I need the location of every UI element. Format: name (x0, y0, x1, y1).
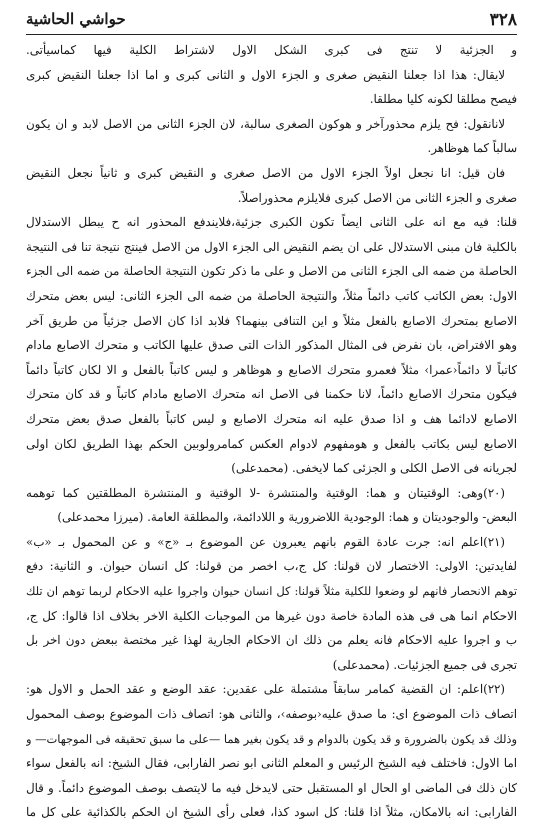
text-line: البعض- والوجوديتان و هما: الوجودية اللاضرورية و اللادائمة، والمطلقة العامة. (ميرزا محمدعلى) (57, 510, 517, 525)
text-line: كان ذلك فى الماضى او الحال او المستقبل حتى لايدخل فيه ما لايتصف بوصف الموضوع دائماً. و قال (26, 780, 517, 795)
footnote-20: (٢٠)وهى: الوقتيتان و هما: الوقتية والمنتشرة -لا الوقتية و المنتشرة المطلقتين كما توهمه (26, 485, 505, 500)
text-line: تجرى فى جميع الجزئيات. (محمدعلى) (332, 657, 517, 672)
text-line: الاصابع بمتحرك الاصابع بالفعل مثلاً و اين التنافى بينهما؟ فلابد اذا كان الاصل جزئياً من طريق آخر (26, 313, 517, 328)
page-number: ٣٢٨ (489, 10, 517, 30)
page-body (26, 38, 517, 825)
text-line: الاصابع لادائما هف و اذا صدق عليه انه متحرك الاصابع و ليس كاتباً بالفعل صدق بعض متحرك (26, 411, 517, 426)
text-line: وذلك قد يكون بالضرورة و قد يكون بالدوام و قد يكون بغير هما —على ما سبق تحقيقه فى الموجهات— و (26, 731, 517, 746)
text-line: اتصاف ذات الموضوع اى: ما صدق عليه‹بوصفه›، والثانى هو: اتصاف ذات الموضوع بوصف المحمول (26, 707, 517, 722)
text-line: وهو الافتراض، بان نفرض فى المثال المذكور الذات التى صدق عليها الكاتب و متحرك الاصابع مادام (26, 338, 517, 353)
text-line: الاحكام انما هى فى هذه المادة خاصة دون غيرها من الموجبات الكلية الاخر بخلاف اذا قالوا: كل ج، (26, 608, 517, 623)
text-line: كاتباً لا دائماً‹عمرا› مثلاً فعمرو متحرك الاصابع و هوظاهر و ليس كاتباً بالفعل و الا لكان كاتباً دائماً (26, 362, 517, 377)
text-line: لانانقول: فح يلزم محذورآخر و هوكون الصغرى سالبة، لان الجزء الثانى من الاصل لابد و ان يكون (26, 116, 505, 131)
page-header (26, 8, 517, 35)
text-line: ب و اجروا عليه الاحكام فانه يعلم من ذلك ان الاحكام الجارية لهذا غير مختصة ببعض دون اخر بل (26, 633, 517, 648)
text-line: سالباً كما هوظاهر. (427, 141, 517, 156)
text-line: فيكون متحرك الاصابع دائماً، لانا حكمنا فى الاصل انه متحرك الاصابع مادام كاتباً و قد كان متحرك (26, 387, 517, 402)
text-line: فيصح مطلقا لكونه كليا مطلقا. (369, 92, 517, 107)
text-line: توهم الانحصار فانهم لو وضعوا للكلية مثلاً قولنا: كل انسان حيوان واجروا عليه الاحكام لربما توهم ان تلك (26, 584, 517, 599)
text-line: لجريانه فى الاصل الكلى و الجزئى كما لايخفى. (محمدعلى) (231, 461, 517, 476)
running-title: حواشي الحاشية (26, 10, 126, 28)
text-line: بالكلية فان مبنى الاستدلال على ان يضم النقيض الى الجزء الاول من الاصل فينتج نتيجة تنا فى النتيجة (26, 239, 517, 254)
text-line: الحاصلة من ضمه الى الجزء الثانى من الاصل و على ما ذكر تكون النتيجة الحاصلة من ضمه الى الجزء (26, 264, 517, 279)
text-line: لايقال: هذا اذا جعلنا النقيض صغرى و الجزء الاول و الثانى كبرى و اما اذا جعلنا النقيض كبرى (26, 67, 505, 82)
text-line: صغرى و الجزء الثانى من الاصل كبرى فلايلزم محذوراصلاً. (237, 190, 517, 205)
footnote-22: (٢٢)اعلم: ان القضية كمامر سابقاً مشتملة على عقدين: عقد الوضع و عقد الحمل و الاول هو: (26, 682, 505, 697)
text-line: قلنا: فيه مع انه على الثانى ايضاً تكون الكبرى جزئية،فلايندفع المحذور انه ح يبطل الاستدلال (26, 215, 517, 230)
text-line: اما الاول: فاختلف فيه الشيخ الرئيس و المعلم الثانى ابو نصر الفارابى، فقال الشيخ: انه بالفعل سواء (26, 756, 517, 771)
text-line: و الجزئية لا تنتج فى كبرى الشكل الاول لاشتراط الكلية فيها كماسيأتى. (26, 43, 517, 57)
text-line: الاصابع ليس بكاتب بالفعل و هومفهوم لادوام العكس كمامرولوبين الحكم بهذا الطريق لكان اولى (26, 436, 517, 451)
footnote-21: (٢١)اعلم انه: جرت عادة القوم بانهم يعبرون عن الموضوع بـ «ج» و عن المحمول بـ «ب» (26, 534, 505, 549)
text-line: فان قيل: انا نجعل اولاً الجزء الاول من الاصل صغرى و النقيض كبرى و ثانياً نجعل النقيض (26, 165, 505, 180)
text-line: لفايدتين: الاولى: الاختصار لان قولنا: كل ج،ب اخصر من قولنا: كل انسان حيوان. و الثانية: دفع (26, 559, 517, 574)
text-line: الفارابى: انه بالامكان، مثلاً اذا قلنا: كل اسود كذا، فعلى رأى الشيخ ان الحكم بالكذائية على كل ما (26, 805, 517, 820)
text-line: الاول: بعض الكاتب كاتب دائماً مثلاً، والنتيجة الحاصلة من ضمه الى الجزء الثانى: ليس بعض متحرك (26, 288, 517, 303)
